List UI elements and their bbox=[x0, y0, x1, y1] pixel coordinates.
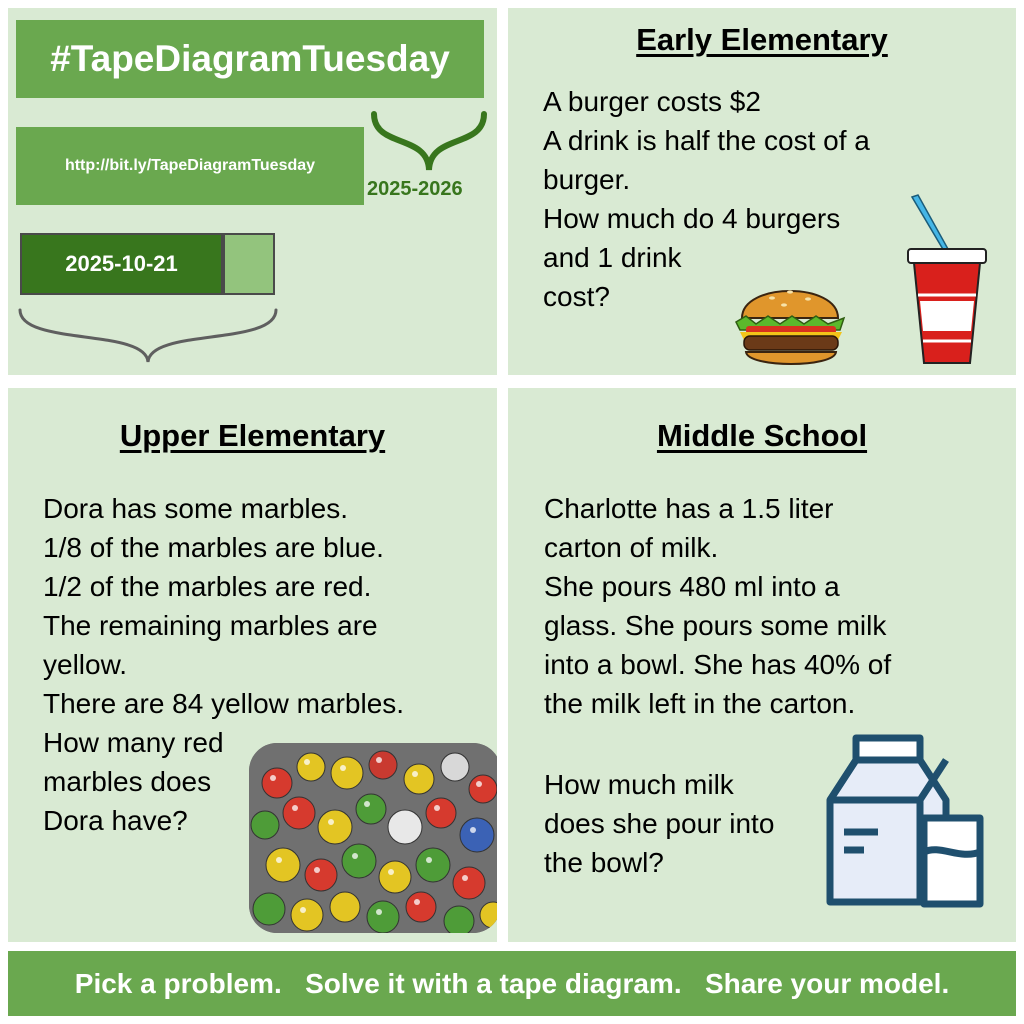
problem-text: Charlotte has a 1.5 liter carton of milk. She pours 480 ml into a glass. She pours some milk into a bowl. She has 40% of the milk left in the carton. bbox=[544, 493, 892, 719]
early-elementary-panel bbox=[508, 8, 1016, 375]
middle-school-panel bbox=[508, 388, 1016, 942]
problem-text: Dora has some marbles. 1/8 of the marbles are blue. 1/2 of the marbles are red. The remaining marbles are yellow. There are 84 yellow marbles. How many red marbles does Dora have? bbox=[43, 493, 405, 836]
curly-brace-icon bbox=[368, 108, 490, 176]
tape-remaining-segment bbox=[223, 233, 275, 295]
drink-cup-icon bbox=[904, 193, 990, 368]
panel-title: Middle School bbox=[656, 418, 868, 453]
marbles-photo bbox=[249, 743, 497, 933]
milk-carton-icon bbox=[824, 732, 988, 908]
footer-banner: Pick a problem. Solve it with a tape diagram. Share your model. bbox=[8, 951, 1016, 1016]
tape-brace-icon bbox=[16, 306, 280, 366]
header-panel bbox=[8, 8, 497, 375]
upper-elementary-panel bbox=[8, 388, 497, 942]
question-text: How much milk does she pour into the bowl? bbox=[544, 769, 775, 878]
panel-title: Early Elementary bbox=[636, 22, 888, 57]
panel-title: Upper Elementary bbox=[119, 418, 386, 453]
school-year-label: 2025-2026 bbox=[367, 178, 463, 200]
link-banner[interactable]: http://bit.ly/TapeDiagramTuesday bbox=[16, 127, 364, 205]
burger-icon bbox=[732, 272, 848, 370]
tape-date-segment: 2025-10-21 bbox=[20, 233, 223, 295]
problem-text: A burger costs $2 A drink is half the cost of a burger. How much do 4 burgers and 1 drink cost? bbox=[543, 86, 870, 312]
hashtag-title: #TapeDiagramTuesday bbox=[16, 20, 484, 98]
